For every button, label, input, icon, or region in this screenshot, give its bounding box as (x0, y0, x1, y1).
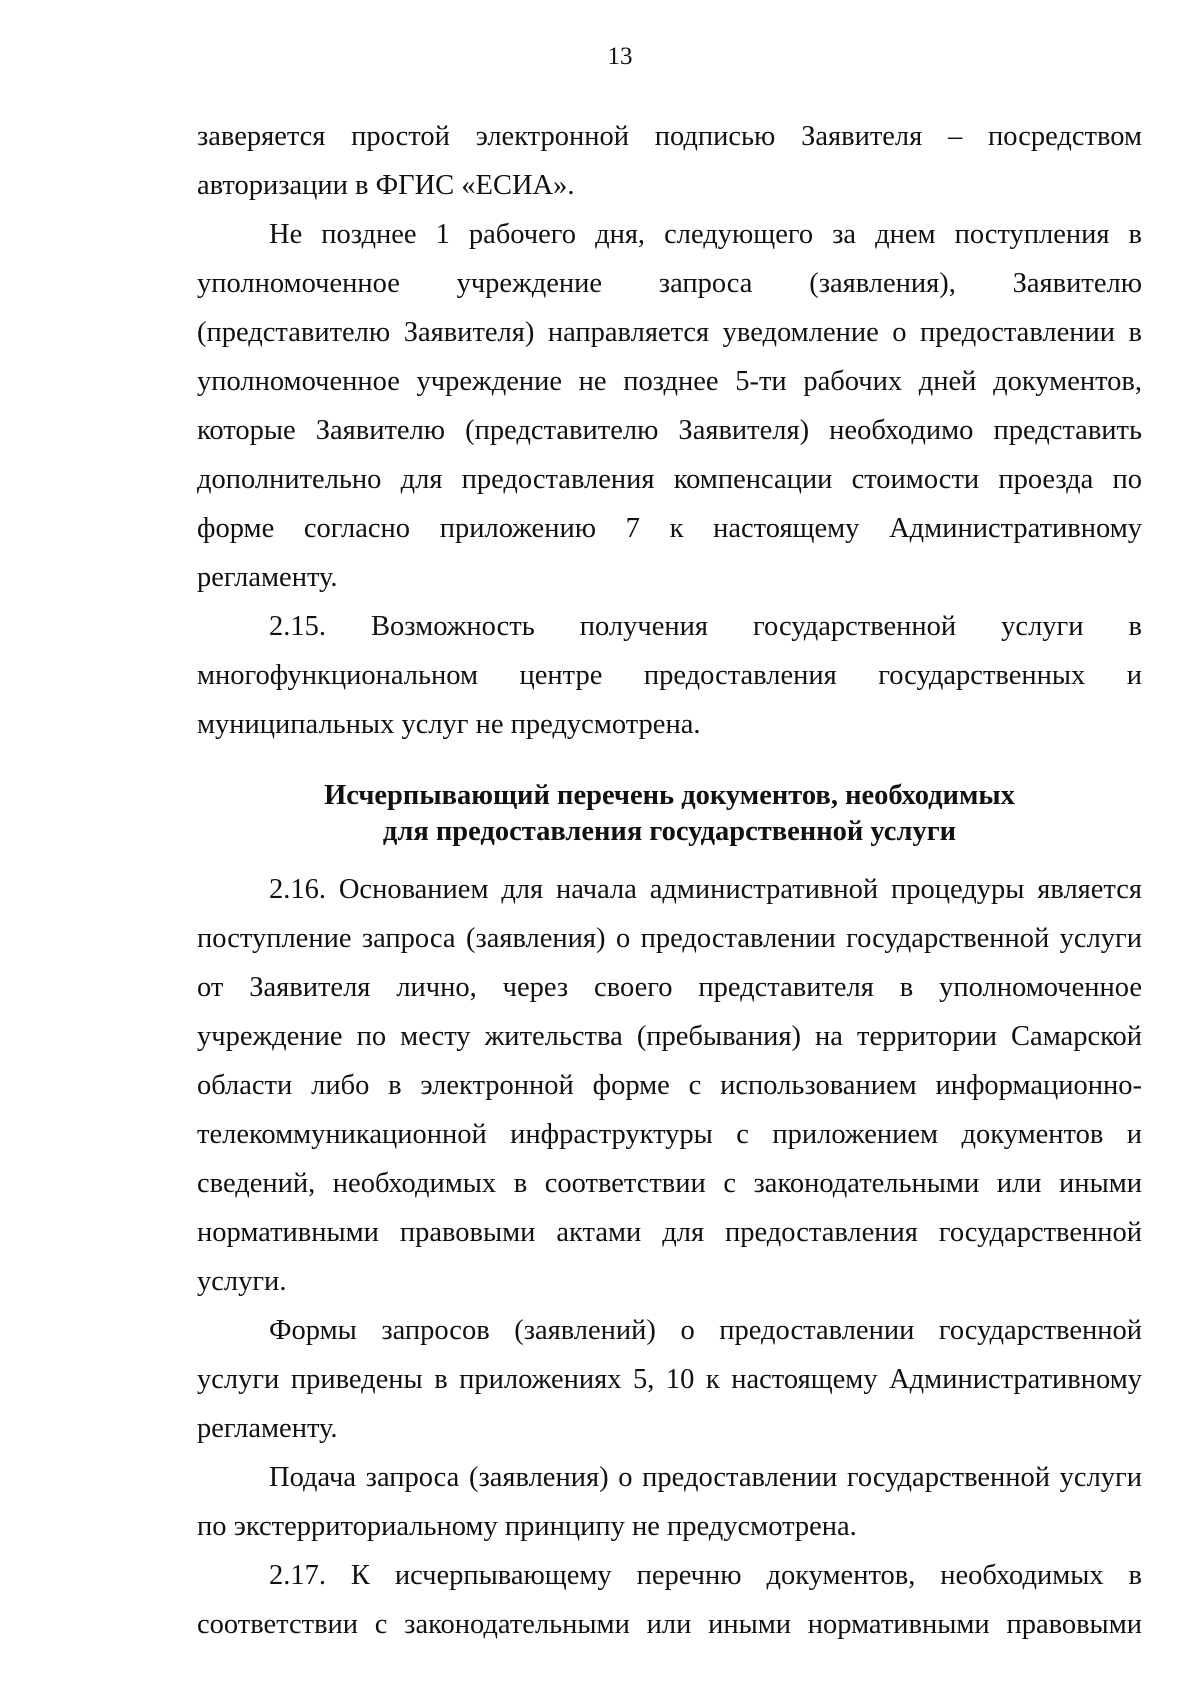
page-number: 13 (607, 43, 633, 70)
section-heading (197, 778, 1142, 850)
section-heading-line-2: для предоставления государственной услуги (382, 816, 957, 847)
section-heading-line-1: Исчерпывающий перечень документов, необходимых (324, 780, 1015, 811)
paragraph-extraterritorial: Подача запроса (заявления) о предоставлении государственной услуги по экстерриториальному принципу не предусмотрена. (197, 1462, 1142, 1542)
paragraph-notification: Не позднее 1 рабочего дня, следующего за днем поступления в уполномоченное учреждение запроса (заявления), Заявителю (представителю Заявителя) направляется уведомление о предоставлении в уполномоченное учреждение не позднее 5-ти рабочих дней документов, которые Заявителю (представителю Заявителя) необходимо представить дополнительно для предоставления компенсации стоимости проезда по форме согласно приложению 7 к настоящему Административному регламенту. (197, 219, 1142, 593)
paragraph-2-15: 2.15. Возможность получения государственной услуги в многофункциональном центре предоставления государственных и муниципальных услуг не предусмотрена. (197, 611, 1142, 740)
paragraph-2-17: 2.17. К исчерпывающему перечню документов, необходимых в соответствии с законодательными или иными нормативными правовыми (197, 1560, 1142, 1640)
paragraph-esia-signature: заверяется простой электронной подписью Заявителя – посредством авторизации в ФГИС «ЕСИА». (197, 121, 1142, 201)
paragraph-forms: Формы запросов (заявлений) о предоставлении государственной услуги приведены в приложениях 5, 10 к настоящему Административному регламенту. (197, 1315, 1142, 1444)
paragraph-2-16: 2.16. Основанием для начала административной процедуры является поступление запроса (заявления) о предоставлении государственной услуги от Заявителя лично, через своего представителя в уполномоченное учреждение по месту жительства (пребывания) на территории Самарской области либо в электронной форме с использованием информационно-телекоммуникационной инфраструктуры с приложением документов и сведений, необходимых в соответствии с законодательными или иными нормативными правовыми актами для предоставления государственной услуги. (197, 874, 1142, 1297)
document-body (197, 112, 1142, 1649)
